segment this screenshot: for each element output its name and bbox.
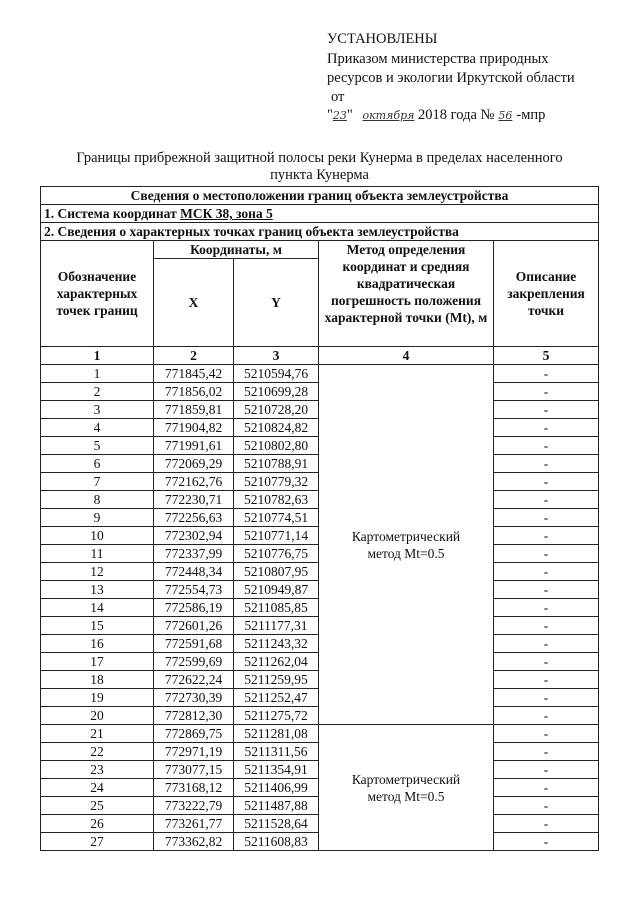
header-point: Обозначение характерных точек границ: [41, 241, 154, 347]
x-coordinate: 772586,19: [154, 599, 234, 617]
y-coordinate: 5211281,08: [234, 725, 319, 743]
y-coordinate: 5210802,80: [234, 437, 319, 455]
y-coordinate: 5211243,32: [234, 635, 319, 653]
y-coordinate: 5210788,91: [234, 455, 319, 473]
point-number: 27: [41, 833, 154, 851]
header-method: Метод определения координат и средняя квадратическая погрешность положения характерной точки (Mt), м: [319, 241, 494, 347]
point-number: 18: [41, 671, 154, 689]
y-coordinate: 5211406,99: [234, 779, 319, 797]
fixation-description: -: [494, 581, 599, 599]
y-coordinate: 5210782,63: [234, 491, 319, 509]
x-coordinate: 772812,30: [154, 707, 234, 725]
handwritten-month: октября: [362, 109, 415, 122]
point-number: 20: [41, 707, 154, 725]
y-coordinate: 5211487,88: [234, 797, 319, 815]
method-cell: Картометрический метод Mt=0.5: [319, 725, 494, 851]
point-number: 12: [41, 563, 154, 581]
y-coordinate: 5210699,28: [234, 383, 319, 401]
fixation-description: -: [494, 419, 599, 437]
fixation-description: -: [494, 707, 599, 725]
y-coordinate: 5211311,56: [234, 743, 319, 761]
x-coordinate: 773222,79: [154, 797, 234, 815]
x-coordinate: 771845,42: [154, 365, 234, 383]
y-coordinate: 5210728,20: [234, 401, 319, 419]
fixation-description: -: [494, 761, 599, 779]
fixation-description: -: [494, 473, 599, 491]
y-coordinate: 5210779,32: [234, 473, 319, 491]
point-number: 23: [41, 761, 154, 779]
x-coordinate: 772337,99: [154, 545, 234, 563]
fixation-description: -: [494, 671, 599, 689]
x-coordinate: 772601,26: [154, 617, 234, 635]
point-number: 25: [41, 797, 154, 815]
y-coordinate: 5211608,83: [234, 833, 319, 851]
title-line: Границы прибрежной защитной полосы реки Кунерма в пределах населенного: [76, 150, 563, 166]
y-coordinate: 5211528,64: [234, 815, 319, 833]
point-number: 14: [41, 599, 154, 617]
fixation-description: -: [494, 437, 599, 455]
fixation-description: -: [494, 455, 599, 473]
point-number: 2: [41, 383, 154, 401]
y-coordinate: 5211085,85: [234, 599, 319, 617]
fixation-description: -: [494, 599, 599, 617]
y-coordinate: 5210949,87: [234, 581, 319, 599]
y-coordinate: 5210776,75: [234, 545, 319, 563]
x-coordinate: 772591,68: [154, 635, 234, 653]
point-number: 5: [41, 437, 154, 455]
order-suffix: -мпр: [516, 107, 546, 123]
point-number: 4: [41, 419, 154, 437]
x-coordinate: 772069,29: [154, 455, 234, 473]
x-coordinate: 772230,71: [154, 491, 234, 509]
section-label: 1. Система координат: [44, 206, 181, 221]
approval-heading: УСТАНОВЛЕНЫ: [327, 31, 438, 47]
title-line: пункта Кунерма: [270, 167, 369, 183]
point-number: 19: [41, 689, 154, 707]
x-coordinate: 771991,61: [154, 437, 234, 455]
y-coordinate: 5211259,95: [234, 671, 319, 689]
fixation-description: -: [494, 653, 599, 671]
x-coordinate: 773261,77: [154, 815, 234, 833]
approval-date: [327, 106, 545, 125]
x-coordinate: 772302,94: [154, 527, 234, 545]
fixation-description: -: [494, 563, 599, 581]
fixation-description: -: [494, 365, 599, 383]
table-caption: Сведения о местоположении границ объекта землеустройства: [41, 187, 599, 205]
handwritten-day: 23: [332, 109, 347, 122]
point-number: 6: [41, 455, 154, 473]
x-coordinate: 772869,75: [154, 725, 234, 743]
y-coordinate: 5211262,04: [234, 653, 319, 671]
point-number: 17: [41, 653, 154, 671]
fixation-description: -: [494, 491, 599, 509]
point-number: 3: [41, 401, 154, 419]
point-number: 26: [41, 815, 154, 833]
column-number: 3: [234, 347, 319, 365]
handwritten-number: 56: [498, 109, 513, 122]
point-number: 7: [41, 473, 154, 491]
coordinate-system-value: МСК 38, зона 5: [180, 206, 273, 221]
x-coordinate: 771856,02: [154, 383, 234, 401]
x-coordinate: 772448,34: [154, 563, 234, 581]
header-coords: Координаты, м: [154, 241, 319, 259]
point-number: 8: [41, 491, 154, 509]
point-number: 11: [41, 545, 154, 563]
x-coordinate: 772730,39: [154, 689, 234, 707]
table-row: [41, 725, 599, 743]
year-text: 2018 года №: [418, 107, 495, 123]
x-coordinate: 772599,69: [154, 653, 234, 671]
x-coordinate: 772256,63: [154, 509, 234, 527]
y-coordinate: 5211177,31: [234, 617, 319, 635]
approval-line: ресурсов и экологии Иркутской области: [327, 70, 575, 86]
quote: ": [346, 107, 353, 123]
column-number: 1: [41, 347, 154, 365]
fixation-description: -: [494, 509, 599, 527]
point-number: 13: [41, 581, 154, 599]
fixation-description: -: [494, 383, 599, 401]
y-coordinate: 5211354,91: [234, 761, 319, 779]
y-coordinate: 5210774,51: [234, 509, 319, 527]
method-cell: Картометрический метод Mt=0.5: [319, 365, 494, 725]
y-coordinate: 5210807,95: [234, 563, 319, 581]
fixation-description: -: [494, 689, 599, 707]
header-y: Y: [234, 259, 319, 347]
y-coordinate: 5211252,47: [234, 689, 319, 707]
fixation-description: -: [494, 401, 599, 419]
x-coordinate: 773362,82: [154, 833, 234, 851]
point-number: 15: [41, 617, 154, 635]
header-description: Описание закрепления точки: [494, 241, 599, 347]
x-coordinate: 771859,81: [154, 401, 234, 419]
coordinates-table: [40, 186, 599, 851]
column-number: 4: [319, 347, 494, 365]
point-number: 9: [41, 509, 154, 527]
fixation-description: -: [494, 545, 599, 563]
column-number: 5: [494, 347, 599, 365]
fixation-description: -: [494, 617, 599, 635]
point-number: 22: [41, 743, 154, 761]
y-coordinate: 5210771,14: [234, 527, 319, 545]
point-number: 16: [41, 635, 154, 653]
fixation-description: -: [494, 635, 599, 653]
approval-line: от: [331, 89, 345, 105]
point-number: 24: [41, 779, 154, 797]
point-number: 21: [41, 725, 154, 743]
fixation-description: -: [494, 743, 599, 761]
fixation-description: -: [494, 725, 599, 743]
point-number: 10: [41, 527, 154, 545]
x-coordinate: 773168,12: [154, 779, 234, 797]
x-coordinate: 772622,24: [154, 671, 234, 689]
x-coordinate: 772971,19: [154, 743, 234, 761]
y-coordinate: 5211275,72: [234, 707, 319, 725]
approval-line: Приказом министерства природных: [327, 51, 549, 67]
header-x: X: [154, 259, 234, 347]
y-coordinate: 5210824,82: [234, 419, 319, 437]
x-coordinate: 773077,15: [154, 761, 234, 779]
x-coordinate: 772554,73: [154, 581, 234, 599]
fixation-description: -: [494, 833, 599, 851]
table-row: [41, 365, 599, 383]
section-2-heading: 2. Сведения о характерных точках границ объекта землеустройства: [41, 223, 599, 241]
quote: ": [327, 107, 333, 123]
document-title: [0, 150, 639, 184]
column-number: 2: [154, 347, 234, 365]
fixation-description: -: [494, 797, 599, 815]
fixation-description: -: [494, 779, 599, 797]
y-coordinate: 5210594,76: [234, 365, 319, 383]
fixation-description: -: [494, 527, 599, 545]
fixation-description: -: [494, 815, 599, 833]
coordinate-system: [41, 205, 599, 223]
x-coordinate: 772162,76: [154, 473, 234, 491]
point-number: 1: [41, 365, 154, 383]
x-coordinate: 771904,82: [154, 419, 234, 437]
